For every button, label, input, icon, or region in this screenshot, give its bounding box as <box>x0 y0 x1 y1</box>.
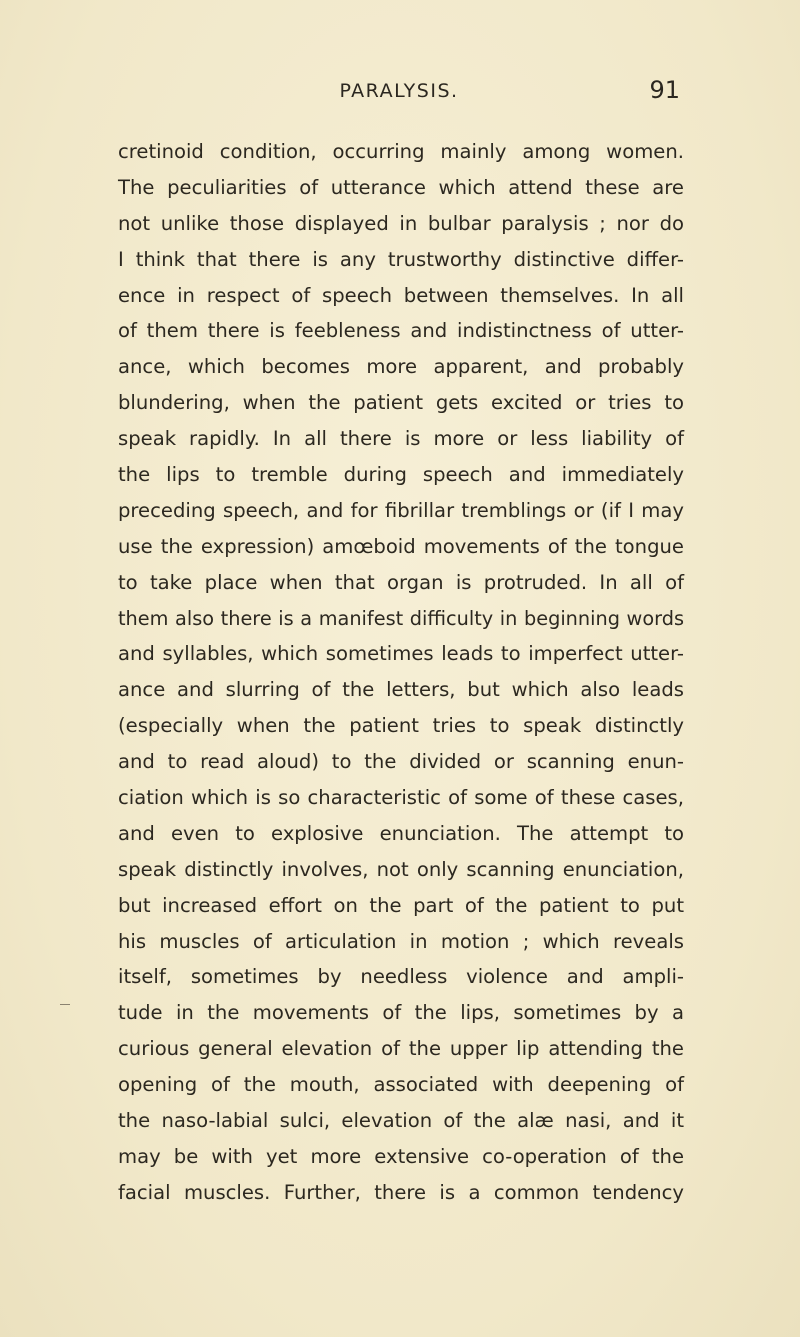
text-line: speak rapidly. In all there is more or less liability of <box>118 427 684 451</box>
text-line: curious general elevation of the upper lip attending the <box>118 1037 684 1061</box>
text-line: and even to explosive enunciation. The attempt to <box>118 821 684 845</box>
text-line: cretinoid condition, occurring mainly among women. <box>118 140 684 163</box>
text-line: and syllables, which sometimes leads to imperfect utter- <box>118 642 684 666</box>
text-line: opening of the mouth, associated with deepening of <box>118 1073 684 1097</box>
text-line: preceding speech, and for fibrillar tremblings or (if I may <box>118 498 684 522</box>
text-line: (especially when the patient tries to speak distinctly <box>118 714 684 738</box>
text-line: and to read aloud) to the divided or scanning enun- <box>118 750 684 774</box>
text-line: itself, sometimes by needless violence and ampli- <box>118 965 684 989</box>
text-line: use the expression) amœboid movements of the tongue <box>118 534 684 558</box>
text-line: to take place when that organ is protruded. In all of <box>118 570 684 594</box>
text-line: blundering, when the patient gets excited or tries to <box>118 391 684 415</box>
text-line: the lips to tremble during speech and immediately <box>118 463 684 487</box>
text-line: facial muscles. Further, there is a common tendency <box>118 1180 684 1204</box>
page-number: 91 <box>649 76 680 104</box>
text-line: ance, which becomes more apparent, and probably <box>118 355 684 379</box>
text-line: The peculiarities of utterance which attend these are <box>118 175 684 199</box>
running-head <box>118 76 680 114</box>
text-line: may be with yet more extensive co-operation of the <box>118 1144 684 1168</box>
text-line: ence in respect of speech between themselves. In all <box>118 283 684 307</box>
text-line: ance and slurring of the letters, but which also leads <box>118 678 684 702</box>
running-title: PARALYSIS. <box>339 80 459 102</box>
text-line: his muscles of articulation in motion ; which reveals <box>118 929 684 953</box>
text-line: not unlike those displayed in bulbar paralysis ; nor do <box>118 211 684 235</box>
margin-mark <box>60 1004 70 1005</box>
text-line: of them there is feebleness and indistinctness of utter- <box>118 319 684 343</box>
text-line: them also there is a manifest difficulty in beginning words <box>118 606 684 630</box>
text-line: speak distinctly involves, not only scanning enunciation, <box>118 857 684 881</box>
text-line: but increased effort on the part of the patient to put <box>118 893 684 917</box>
text-line: tude in the movements of the lips, sometimes by a <box>118 1001 684 1025</box>
body-text <box>118 134 684 1211</box>
text-line: ciation which is so characteristic of some of these cases, <box>118 786 684 810</box>
text-line: the naso-labial sulci, elevation of the alæ nasi, and it <box>118 1109 684 1133</box>
text-line: I think that there is any trustworthy distinctive differ- <box>118 247 684 271</box>
